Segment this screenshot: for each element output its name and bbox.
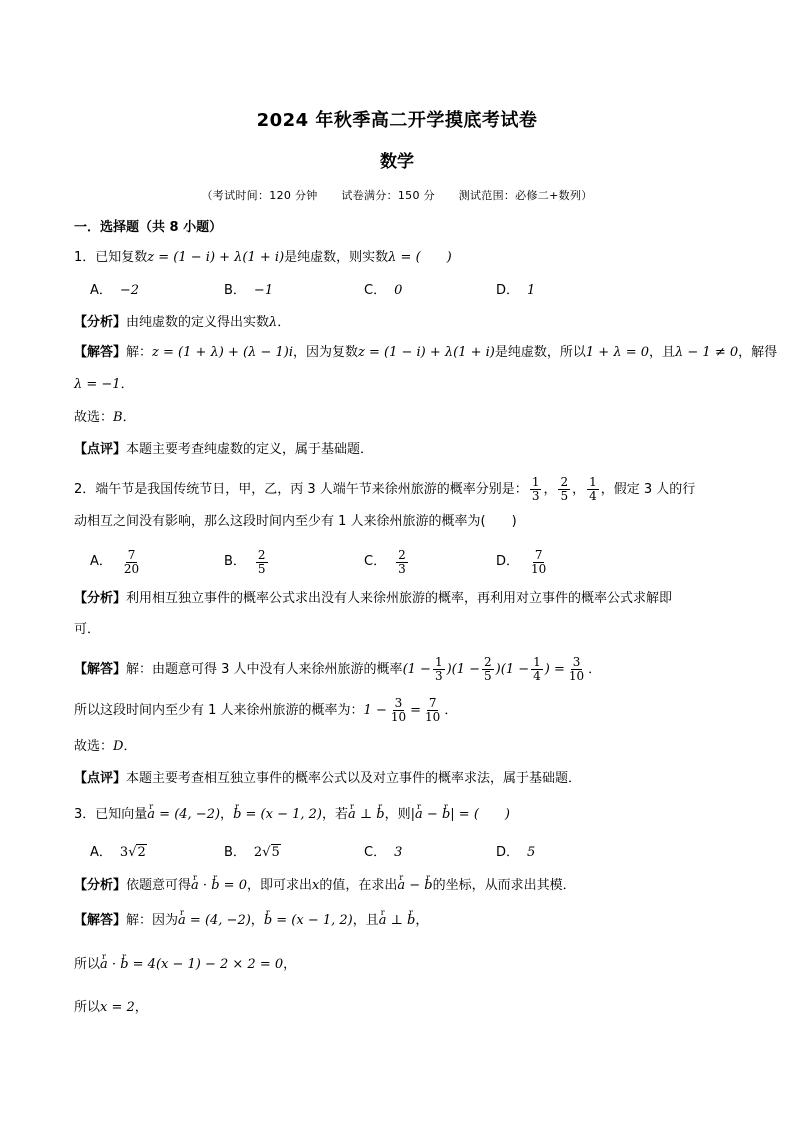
q3-analysis: 【分析】依题意可得r a · r b = 0，即可求出x的值，在求出r a − r b的坐标，从而求出其模． bbox=[74, 876, 724, 896]
q2-comment: 【点评】本题主要考查相互独立事件的概率公式以及对立事件的概率求法，属于基础题． bbox=[74, 771, 582, 786]
q3-stem: 3．已知向量r a = (4, −2)，r b = (x − 1, 2)，若r a ⊥ r b，则|r a − r b| = ( ) bbox=[74, 805, 724, 825]
exam-info bbox=[0, 187, 794, 203]
q1-comment: 【点评】本题主要考查纯虚数的定义，属于基础题． bbox=[74, 442, 374, 457]
q1-stem: 1．已知复数z = (1 − i) + λ(1 + i)是纯虚数，则实数λ = ( ) bbox=[74, 250, 452, 265]
q3-option-a: A． 3√2 bbox=[90, 845, 146, 860]
q2-option-a: A． $\frac{7}{20}$ bbox=[90, 547, 140, 576]
q1-option-d: D． 1 bbox=[496, 283, 536, 298]
q2-frac-1: $\frac{1}{3}$ bbox=[531, 475, 540, 503]
q1-option-b: B． −1 bbox=[224, 283, 274, 298]
q1-choice: 故选：B． bbox=[74, 410, 136, 425]
q2-option-b: B． $\frac{2}{5}$ bbox=[224, 547, 266, 576]
q2-frac-2: $\frac{2}{5}$ bbox=[560, 475, 569, 503]
exam-scope: 测试范围：必修二+数列） bbox=[458, 189, 593, 202]
q3-option-c: C． 3 bbox=[364, 845, 403, 860]
exam-score: 试卷满分：150 分 bbox=[341, 189, 435, 202]
q2-solution-line2: 所以这段时间内至少有 1 人来徐州旅游的概率为：1 − $\frac{3}{10}$ = $\frac{7}{10}$ ． bbox=[74, 696, 458, 724]
q3-solution-line1: 【解答】解：因为r a = (4, −2)，r b = (x − 1, 2)，且r a ⊥ r b， bbox=[74, 911, 724, 931]
q1-option-c: C． 0 bbox=[364, 283, 403, 298]
q1-solution-line2: λ = −1． bbox=[74, 377, 134, 392]
subject-title: 数学 bbox=[380, 152, 414, 172]
q2-solution-line1: 【解答】解：由题意可得 3 人中没有人来徐州旅游的概率(1 − $\frac{1}{3}$ )(1 − $\frac{2}{5}$ )(1 − $\frac{1}{4}$ ) = $\frac{3}{10}$ ． bbox=[74, 655, 602, 683]
q2-stem-line2: 动相互之间没有影响，那么这段时间内至少有 1 人来徐州旅游的概率为( ) bbox=[74, 514, 517, 529]
q3-options bbox=[90, 841, 730, 865]
q1-option-a: A． −2 bbox=[90, 283, 140, 298]
q2-option-c: C． $\frac{2}{3}$ bbox=[364, 547, 406, 576]
q2-stem-line1: 2．端午节是我国传统节日，甲，乙，丙 3 人端午节来徐州旅游的概率分别是： $\frac{1}{3}$ ， $\frac{2}{5}$ ， $\frac{1}{4}$ ，假定 3 人的行 bbox=[74, 475, 696, 503]
q3-option-b: B． 2√5 bbox=[224, 845, 280, 860]
q2-options bbox=[90, 548, 730, 576]
page-title: 2024 年秋季高二开学摸底考试卷 bbox=[256, 110, 538, 131]
q2-option-d: D． $\frac{7}{10}$ bbox=[496, 547, 547, 576]
section-heading: 一．选择题（共 8 小题） bbox=[74, 220, 223, 235]
exam-time: （考试时间：120 分钟 bbox=[201, 189, 318, 202]
q2-analysis-line2: 可． bbox=[74, 622, 101, 637]
q2-choice: 故选：D． bbox=[74, 739, 137, 754]
q1-solution-line1: 【解答】解：z = (1 + λ) + (λ − 1)i，因为复数z = (1 − i) + λ(1 + i)是纯虚数，所以1 + λ = 0，且λ − 1 ≠ 0，解得 bbox=[74, 345, 778, 360]
q1-analysis: 【分析】由纯虚数的定义得出实数λ． bbox=[74, 315, 291, 330]
q3-option-d: D． 5 bbox=[496, 845, 536, 860]
q1-options bbox=[90, 279, 730, 303]
q3-solution-line2: 所以r a · r b = 4(x − 1) − 2 × 2 = 0， bbox=[74, 955, 724, 975]
q2-frac-3: $\frac{1}{4}$ bbox=[589, 475, 597, 503]
q2-analysis-line1: 【分析】利用相互独立事件的概率公式求出没有人来徐州旅游的概率，再利用对立事件的概率公式求解即 bbox=[74, 591, 673, 606]
q3-solution-line3: 所以x = 2， bbox=[74, 1000, 148, 1015]
